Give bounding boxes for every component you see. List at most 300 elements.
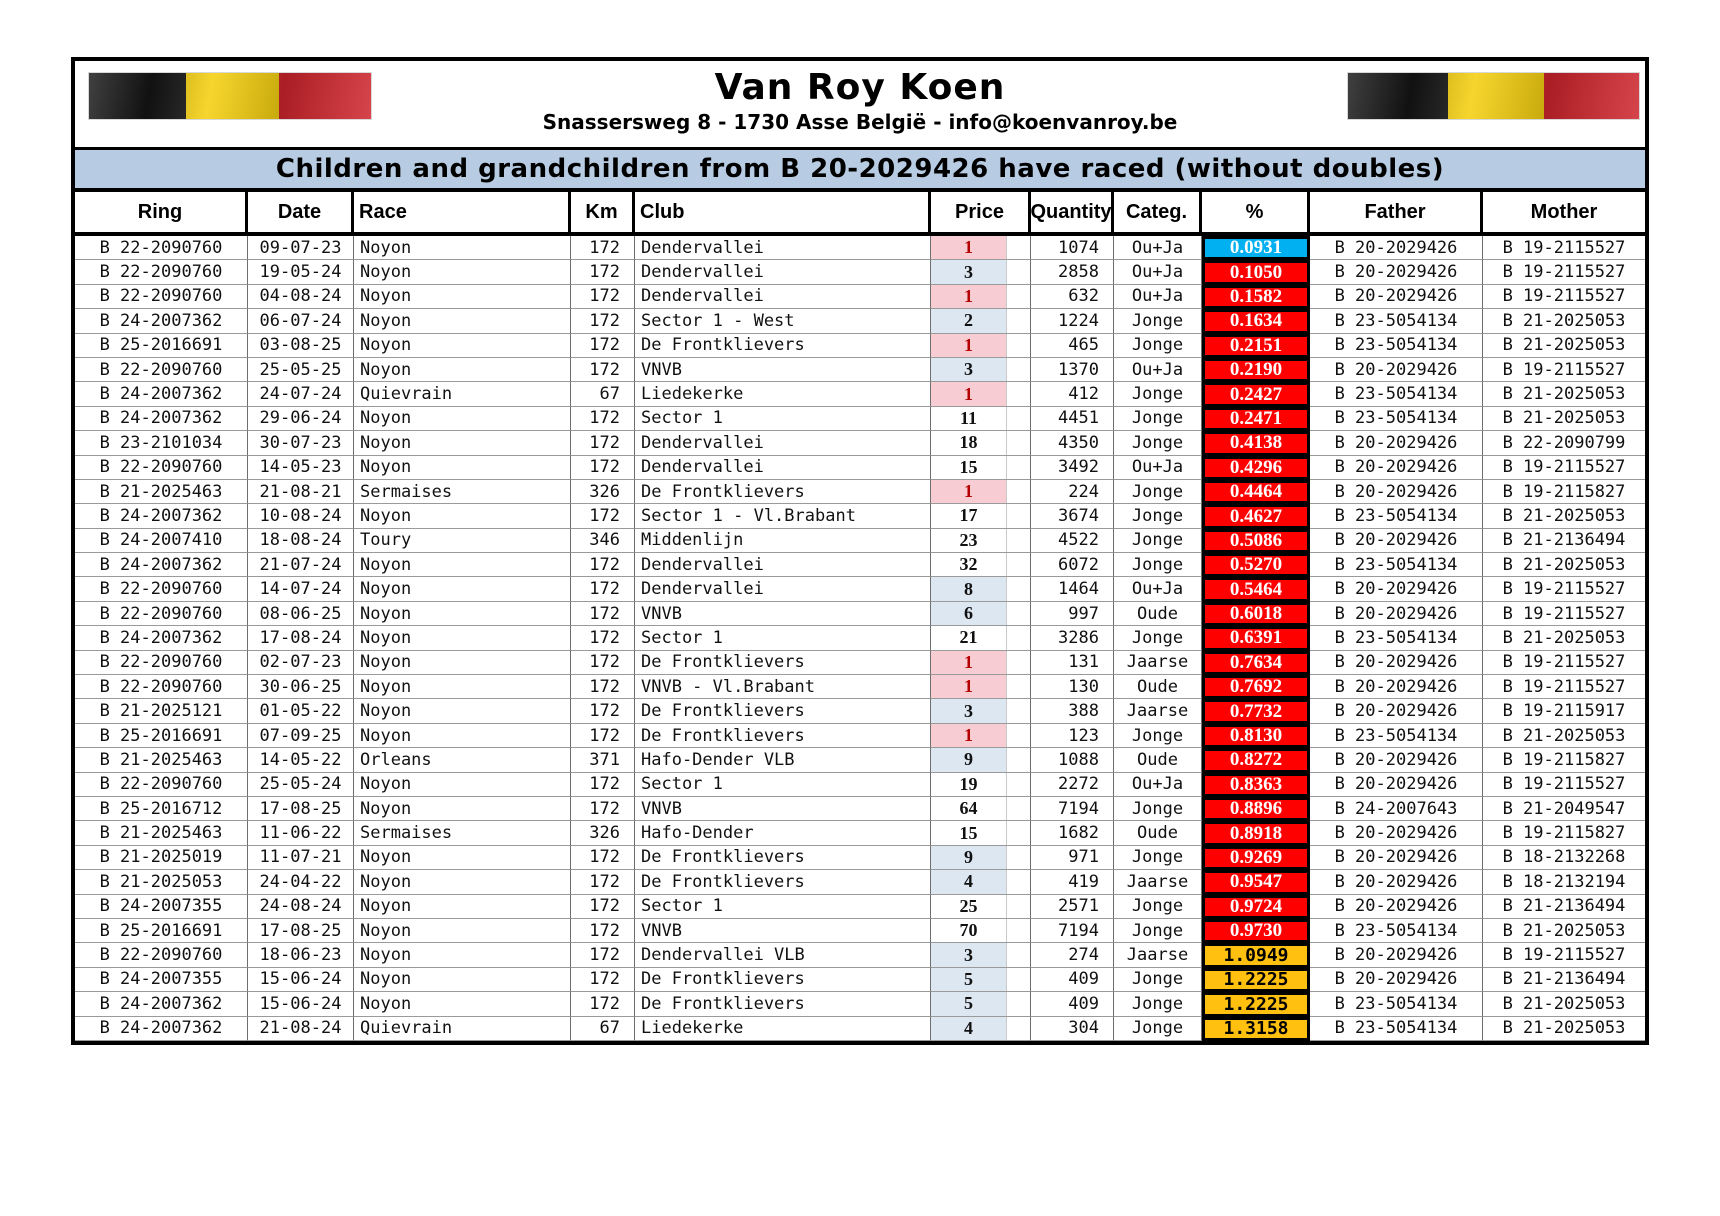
cell-pct: 0.8363 xyxy=(1202,773,1310,797)
cell-mother: B 19-2115527 xyxy=(1483,675,1645,699)
cell-club: Dendervallei xyxy=(635,577,931,601)
cell-price xyxy=(931,626,1031,650)
cell-date: 18-08-24 xyxy=(248,529,354,553)
contact-line: Snassersweg 8 - 1730 Asse België - info@koenvanroy.be xyxy=(542,110,1178,134)
cell-km: 172 xyxy=(571,699,635,723)
cell-categ: Jonge xyxy=(1114,1017,1202,1041)
cell-ring: B 22-2090760 xyxy=(75,285,248,309)
cell-date: 21-07-24 xyxy=(248,553,354,577)
table-row xyxy=(75,260,1645,284)
table-row xyxy=(75,285,1645,309)
price-gap xyxy=(1007,334,1030,357)
cell-mother: B 18-2132268 xyxy=(1483,846,1645,870)
cell-quantity: 1464 xyxy=(1031,577,1114,601)
cell-ring: B 22-2090760 xyxy=(75,943,248,967)
cell-club: Liedekerke xyxy=(635,382,931,406)
cell-father: B 23-5054134 xyxy=(1310,309,1483,333)
cell-date: 02-07-23 xyxy=(248,651,354,675)
cell-price xyxy=(931,1017,1031,1041)
price-value: 1 xyxy=(931,651,1007,674)
cell-mother: B 19-2115917 xyxy=(1483,699,1645,723)
cell-mother: B 21-2025053 xyxy=(1483,334,1645,358)
price-gap xyxy=(1007,236,1030,259)
flag-yellow-stripe xyxy=(1448,73,1543,119)
table-header-row xyxy=(75,192,1645,236)
cell-categ: Jaarse xyxy=(1114,943,1202,967)
cell-quantity: 123 xyxy=(1031,724,1114,748)
cell-pct: 0.5270 xyxy=(1202,553,1310,577)
price-gap xyxy=(1007,992,1030,1015)
cell-categ: Jonge xyxy=(1114,504,1202,528)
table-row xyxy=(75,724,1645,748)
table-row xyxy=(75,699,1645,723)
cell-race: Noyon xyxy=(354,675,571,699)
price-gap xyxy=(1007,651,1030,674)
column-header-pct: % xyxy=(1202,192,1310,236)
flag-black-stripe xyxy=(1348,73,1448,119)
table-row xyxy=(75,529,1645,553)
price-value: 70 xyxy=(931,919,1007,942)
cell-quantity: 388 xyxy=(1031,699,1114,723)
cell-categ: Jonge xyxy=(1114,992,1202,1016)
cell-quantity: 7194 xyxy=(1031,919,1114,943)
price-value: 23 xyxy=(931,529,1007,552)
cell-price xyxy=(931,309,1031,333)
price-value: 9 xyxy=(931,748,1007,771)
cell-price xyxy=(931,431,1031,455)
cell-pct: 0.1582 xyxy=(1202,285,1310,309)
cell-club: Dendervallei VLB xyxy=(635,943,931,967)
cell-father: B 23-5054134 xyxy=(1310,334,1483,358)
cell-mother: B 21-2025053 xyxy=(1483,309,1645,333)
cell-date: 24-04-22 xyxy=(248,870,354,894)
cell-race: Toury xyxy=(354,529,571,553)
flag-yellow-stripe xyxy=(186,73,278,119)
cell-date: 25-05-25 xyxy=(248,358,354,382)
cell-ring: B 25-2016712 xyxy=(75,797,248,821)
cell-club: Middenlijn xyxy=(635,529,931,553)
price-value: 3 xyxy=(931,358,1007,381)
cell-race: Noyon xyxy=(354,504,571,528)
cell-km: 172 xyxy=(571,992,635,1016)
table-row xyxy=(75,773,1645,797)
price-value: 1 xyxy=(931,724,1007,747)
cell-mother: B 19-2115527 xyxy=(1483,260,1645,284)
cell-quantity: 632 xyxy=(1031,285,1114,309)
cell-mother: B 21-2136494 xyxy=(1483,968,1645,992)
cell-mother: B 21-2025053 xyxy=(1483,919,1645,943)
cell-race: Noyon xyxy=(354,407,571,431)
cell-mother: B 19-2115527 xyxy=(1483,358,1645,382)
cell-club: Sector 1 xyxy=(635,407,931,431)
column-header-ring: Ring xyxy=(75,192,248,236)
cell-date: 14-05-22 xyxy=(248,748,354,772)
cell-km: 172 xyxy=(571,626,635,650)
cell-club: VNVB xyxy=(635,919,931,943)
price-gap xyxy=(1007,626,1030,649)
table-row xyxy=(75,992,1645,1016)
price-value: 2 xyxy=(931,309,1007,332)
price-gap xyxy=(1007,553,1030,576)
cell-ring: B 21-2025463 xyxy=(75,748,248,772)
cell-quantity: 412 xyxy=(1031,382,1114,406)
cell-father: B 23-5054134 xyxy=(1310,504,1483,528)
cell-race: Noyon xyxy=(354,260,571,284)
cell-race: Noyon xyxy=(354,943,571,967)
cell-ring: B 23-2101034 xyxy=(75,431,248,455)
price-value: 8 xyxy=(931,577,1007,600)
cell-father: B 20-2029426 xyxy=(1310,236,1483,260)
cell-quantity: 971 xyxy=(1031,846,1114,870)
cell-pct: 1.2225 xyxy=(1202,992,1310,1016)
cell-categ: Jonge xyxy=(1114,431,1202,455)
table-row xyxy=(75,919,1645,943)
cell-km: 172 xyxy=(571,919,635,943)
table-row xyxy=(75,382,1645,406)
cell-pct: 0.4138 xyxy=(1202,431,1310,455)
cell-quantity: 997 xyxy=(1031,602,1114,626)
cell-mother: B 21-2025053 xyxy=(1483,407,1645,431)
cell-club: De Frontklievers xyxy=(635,724,931,748)
cell-father: B 20-2029426 xyxy=(1310,285,1483,309)
cell-father: B 24-2007643 xyxy=(1310,797,1483,821)
cell-club: De Frontklievers xyxy=(635,968,931,992)
cell-km: 172 xyxy=(571,870,635,894)
cell-race: Noyon xyxy=(354,577,571,601)
column-header-club: Club xyxy=(635,192,931,236)
cell-categ: Ou+Ja xyxy=(1114,773,1202,797)
table-row xyxy=(75,504,1645,528)
price-value: 1 xyxy=(931,480,1007,503)
cell-date: 08-06-25 xyxy=(248,602,354,626)
cell-mother: B 21-2025053 xyxy=(1483,382,1645,406)
cell-race: Noyon xyxy=(354,626,571,650)
cell-ring: B 24-2007362 xyxy=(75,504,248,528)
cell-pct: 1.2225 xyxy=(1202,968,1310,992)
cell-pct: 1.0949 xyxy=(1202,943,1310,967)
price-value: 15 xyxy=(931,821,1007,844)
cell-race: Noyon xyxy=(354,773,571,797)
column-header-race: Race xyxy=(354,192,571,236)
cell-mother: B 21-2025053 xyxy=(1483,1017,1645,1041)
cell-price xyxy=(931,553,1031,577)
cell-date: 17-08-25 xyxy=(248,919,354,943)
cell-km: 172 xyxy=(571,577,635,601)
cell-price xyxy=(931,285,1031,309)
cell-ring: B 22-2090760 xyxy=(75,651,248,675)
cell-quantity: 409 xyxy=(1031,992,1114,1016)
cell-club: Dendervallei xyxy=(635,260,931,284)
cell-categ: Ou+Ja xyxy=(1114,577,1202,601)
cell-club: Dendervallei xyxy=(635,236,931,260)
cell-mother: B 19-2115527 xyxy=(1483,773,1645,797)
cell-ring: B 24-2007355 xyxy=(75,895,248,919)
cell-categ: Oude xyxy=(1114,602,1202,626)
table-row xyxy=(75,480,1645,504)
cell-race: Noyon xyxy=(354,724,571,748)
cell-quantity: 1370 xyxy=(1031,358,1114,382)
cell-club: Dendervallei xyxy=(635,431,931,455)
cell-club: Dendervallei xyxy=(635,553,931,577)
cell-ring: B 21-2025019 xyxy=(75,846,248,870)
cell-km: 172 xyxy=(571,797,635,821)
cell-club: Dendervallei xyxy=(635,456,931,480)
cell-father: B 20-2029426 xyxy=(1310,699,1483,723)
cell-price xyxy=(931,870,1031,894)
cell-km: 172 xyxy=(571,968,635,992)
cell-race: Noyon xyxy=(354,358,571,382)
cell-club: Hafo-Dender xyxy=(635,821,931,845)
table-body xyxy=(75,236,1645,1041)
table-row xyxy=(75,309,1645,333)
cell-price xyxy=(931,577,1031,601)
cell-categ: Jonge xyxy=(1114,895,1202,919)
table-row xyxy=(75,358,1645,382)
price-value: 1 xyxy=(931,382,1007,405)
cell-ring: B 22-2090760 xyxy=(75,236,248,260)
cell-km: 172 xyxy=(571,456,635,480)
cell-km: 172 xyxy=(571,285,635,309)
cell-father: B 20-2029426 xyxy=(1310,846,1483,870)
cell-pct: 0.9730 xyxy=(1202,919,1310,943)
price-value: 1 xyxy=(931,236,1007,259)
cell-club: Liedekerke xyxy=(635,1017,931,1041)
cell-race: Noyon xyxy=(354,968,571,992)
column-header-categ: Categ. xyxy=(1114,192,1202,236)
table-row xyxy=(75,968,1645,992)
table-row xyxy=(75,553,1645,577)
cell-price xyxy=(931,236,1031,260)
cell-race: Orleans xyxy=(354,748,571,772)
cell-mother: B 19-2115527 xyxy=(1483,602,1645,626)
cell-km: 172 xyxy=(571,846,635,870)
cell-father: B 23-5054134 xyxy=(1310,992,1483,1016)
cell-categ: Oude xyxy=(1114,821,1202,845)
cell-race: Noyon xyxy=(354,870,571,894)
column-header-km: Km xyxy=(571,192,635,236)
cell-race: Noyon xyxy=(354,309,571,333)
cell-categ: Ou+Ja xyxy=(1114,260,1202,284)
cell-club: De Frontklievers xyxy=(635,870,931,894)
cell-father: B 20-2029426 xyxy=(1310,675,1483,699)
cell-categ: Jonge xyxy=(1114,334,1202,358)
cell-club: VNVB - Vl.Brabant xyxy=(635,675,931,699)
price-value: 1 xyxy=(931,285,1007,308)
cell-price xyxy=(931,846,1031,870)
cell-price xyxy=(931,699,1031,723)
cell-pct: 1.3158 xyxy=(1202,1017,1310,1041)
price-gap xyxy=(1007,456,1030,479)
cell-ring: B 24-2007362 xyxy=(75,626,248,650)
cell-price xyxy=(931,529,1031,553)
cell-price xyxy=(931,968,1031,992)
table-row xyxy=(75,602,1645,626)
cell-date: 29-06-24 xyxy=(248,407,354,431)
cell-mother: B 22-2090799 xyxy=(1483,431,1645,455)
cell-date: 03-08-25 xyxy=(248,334,354,358)
belgian-flag-right-icon xyxy=(1347,72,1640,120)
cell-quantity: 2571 xyxy=(1031,895,1114,919)
price-value: 3 xyxy=(931,260,1007,283)
cell-race: Noyon xyxy=(354,797,571,821)
cell-categ: Jonge xyxy=(1114,846,1202,870)
cell-club: De Frontklievers xyxy=(635,334,931,358)
table-row xyxy=(75,895,1645,919)
price-gap xyxy=(1007,358,1030,381)
cell-mother: B 21-2049547 xyxy=(1483,797,1645,821)
price-gap xyxy=(1007,260,1030,283)
cell-quantity: 4350 xyxy=(1031,431,1114,455)
cell-race: Noyon xyxy=(354,602,571,626)
cell-club: Sector 1 - West xyxy=(635,309,931,333)
price-value: 6 xyxy=(931,602,1007,625)
table-row xyxy=(75,626,1645,650)
cell-club: Sector 1 xyxy=(635,773,931,797)
cell-date: 01-05-22 xyxy=(248,699,354,723)
cell-club: De Frontklievers xyxy=(635,480,931,504)
cell-father: B 23-5054134 xyxy=(1310,626,1483,650)
cell-categ: Ou+Ja xyxy=(1114,358,1202,382)
price-gap xyxy=(1007,504,1030,527)
cell-ring: B 25-2016691 xyxy=(75,334,248,358)
cell-ring: B 21-2025463 xyxy=(75,821,248,845)
price-gap xyxy=(1007,797,1030,820)
cell-race: Noyon xyxy=(354,919,571,943)
cell-price xyxy=(931,456,1031,480)
table-row xyxy=(75,943,1645,967)
price-gap xyxy=(1007,846,1030,869)
cell-quantity: 2858 xyxy=(1031,260,1114,284)
cell-father: B 20-2029426 xyxy=(1310,358,1483,382)
cell-father: B 20-2029426 xyxy=(1310,651,1483,675)
cell-km: 172 xyxy=(571,236,635,260)
cell-club: De Frontklievers xyxy=(635,651,931,675)
price-gap xyxy=(1007,919,1030,942)
cell-father: B 20-2029426 xyxy=(1310,480,1483,504)
cell-price xyxy=(931,504,1031,528)
cell-quantity: 3286 xyxy=(1031,626,1114,650)
cell-club: Sector 1 - Vl.Brabant xyxy=(635,504,931,528)
cell-pct: 0.0931 xyxy=(1202,236,1310,260)
price-value: 4 xyxy=(931,1017,1007,1040)
cell-categ: Jaarse xyxy=(1114,870,1202,894)
cell-price xyxy=(931,651,1031,675)
price-gap xyxy=(1007,699,1030,722)
cell-ring: B 24-2007362 xyxy=(75,382,248,406)
cell-quantity: 3492 xyxy=(1031,456,1114,480)
cell-categ: Oude xyxy=(1114,675,1202,699)
cell-date: 19-05-24 xyxy=(248,260,354,284)
cell-father: B 23-5054134 xyxy=(1310,1017,1483,1041)
cell-mother: B 19-2115527 xyxy=(1483,943,1645,967)
cell-date: 17-08-25 xyxy=(248,797,354,821)
cell-father: B 20-2029426 xyxy=(1310,748,1483,772)
price-gap xyxy=(1007,675,1030,698)
cell-mother: B 18-2132194 xyxy=(1483,870,1645,894)
cell-date: 30-06-25 xyxy=(248,675,354,699)
cell-km: 172 xyxy=(571,675,635,699)
cell-pct: 0.6018 xyxy=(1202,602,1310,626)
cell-pct: 0.5464 xyxy=(1202,577,1310,601)
cell-date: 06-07-24 xyxy=(248,309,354,333)
cell-father: B 23-5054134 xyxy=(1310,724,1483,748)
price-value: 17 xyxy=(931,504,1007,527)
cell-date: 21-08-24 xyxy=(248,1017,354,1041)
cell-price xyxy=(931,919,1031,943)
cell-date: 18-06-23 xyxy=(248,943,354,967)
price-value: 3 xyxy=(931,943,1007,966)
cell-km: 172 xyxy=(571,334,635,358)
cell-km: 371 xyxy=(571,748,635,772)
cell-club: De Frontklievers xyxy=(635,699,931,723)
cell-price xyxy=(931,407,1031,431)
price-value: 3 xyxy=(931,699,1007,722)
cell-mother: B 21-2025053 xyxy=(1483,992,1645,1016)
cell-quantity: 304 xyxy=(1031,1017,1114,1041)
cell-club: De Frontklievers xyxy=(635,992,931,1016)
cell-father: B 23-5054134 xyxy=(1310,919,1483,943)
cell-ring: B 22-2090760 xyxy=(75,602,248,626)
cell-km: 172 xyxy=(571,553,635,577)
cell-price xyxy=(931,480,1031,504)
cell-club: Sector 1 xyxy=(635,895,931,919)
cell-pct: 0.5086 xyxy=(1202,529,1310,553)
cell-quantity: 465 xyxy=(1031,334,1114,358)
cell-km: 67 xyxy=(571,382,635,406)
cell-quantity: 131 xyxy=(1031,651,1114,675)
cell-quantity: 409 xyxy=(1031,968,1114,992)
price-gap xyxy=(1007,431,1030,454)
cell-father: B 20-2029426 xyxy=(1310,968,1483,992)
cell-race: Sermaises xyxy=(354,821,571,845)
cell-date: 09-07-23 xyxy=(248,236,354,260)
price-value: 1 xyxy=(931,675,1007,698)
cell-categ: Jonge xyxy=(1114,968,1202,992)
flag-red-stripe xyxy=(279,73,371,119)
price-gap xyxy=(1007,529,1030,552)
cell-price xyxy=(931,943,1031,967)
cell-categ: Jonge xyxy=(1114,407,1202,431)
cell-km: 172 xyxy=(571,431,635,455)
cell-km: 67 xyxy=(571,1017,635,1041)
table-row xyxy=(75,334,1645,358)
price-gap xyxy=(1007,724,1030,747)
cell-club: VNVB xyxy=(635,797,931,821)
cell-race: Noyon xyxy=(354,846,571,870)
cell-price xyxy=(931,895,1031,919)
table-row xyxy=(75,407,1645,431)
cell-father: B 20-2029426 xyxy=(1310,943,1483,967)
price-value: 25 xyxy=(931,895,1007,918)
cell-pct: 0.2427 xyxy=(1202,382,1310,406)
cell-price xyxy=(931,382,1031,406)
cell-mother: B 19-2115827 xyxy=(1483,480,1645,504)
table-title-banner: Children and grandchildren from B 20-2029426 have raced (without doubles) xyxy=(75,147,1645,192)
table-row xyxy=(75,431,1645,455)
price-gap xyxy=(1007,748,1030,771)
price-gap xyxy=(1007,870,1030,893)
results-sheet xyxy=(71,57,1649,1045)
cell-quantity: 1088 xyxy=(1031,748,1114,772)
cell-pct: 0.8896 xyxy=(1202,797,1310,821)
cell-mother: B 21-2025053 xyxy=(1483,553,1645,577)
cell-race: Noyon xyxy=(354,699,571,723)
cell-mother: B 21-2025053 xyxy=(1483,724,1645,748)
price-gap xyxy=(1007,285,1030,308)
cell-mother: B 19-2115827 xyxy=(1483,748,1645,772)
cell-date: 07-09-25 xyxy=(248,724,354,748)
table-row xyxy=(75,748,1645,772)
